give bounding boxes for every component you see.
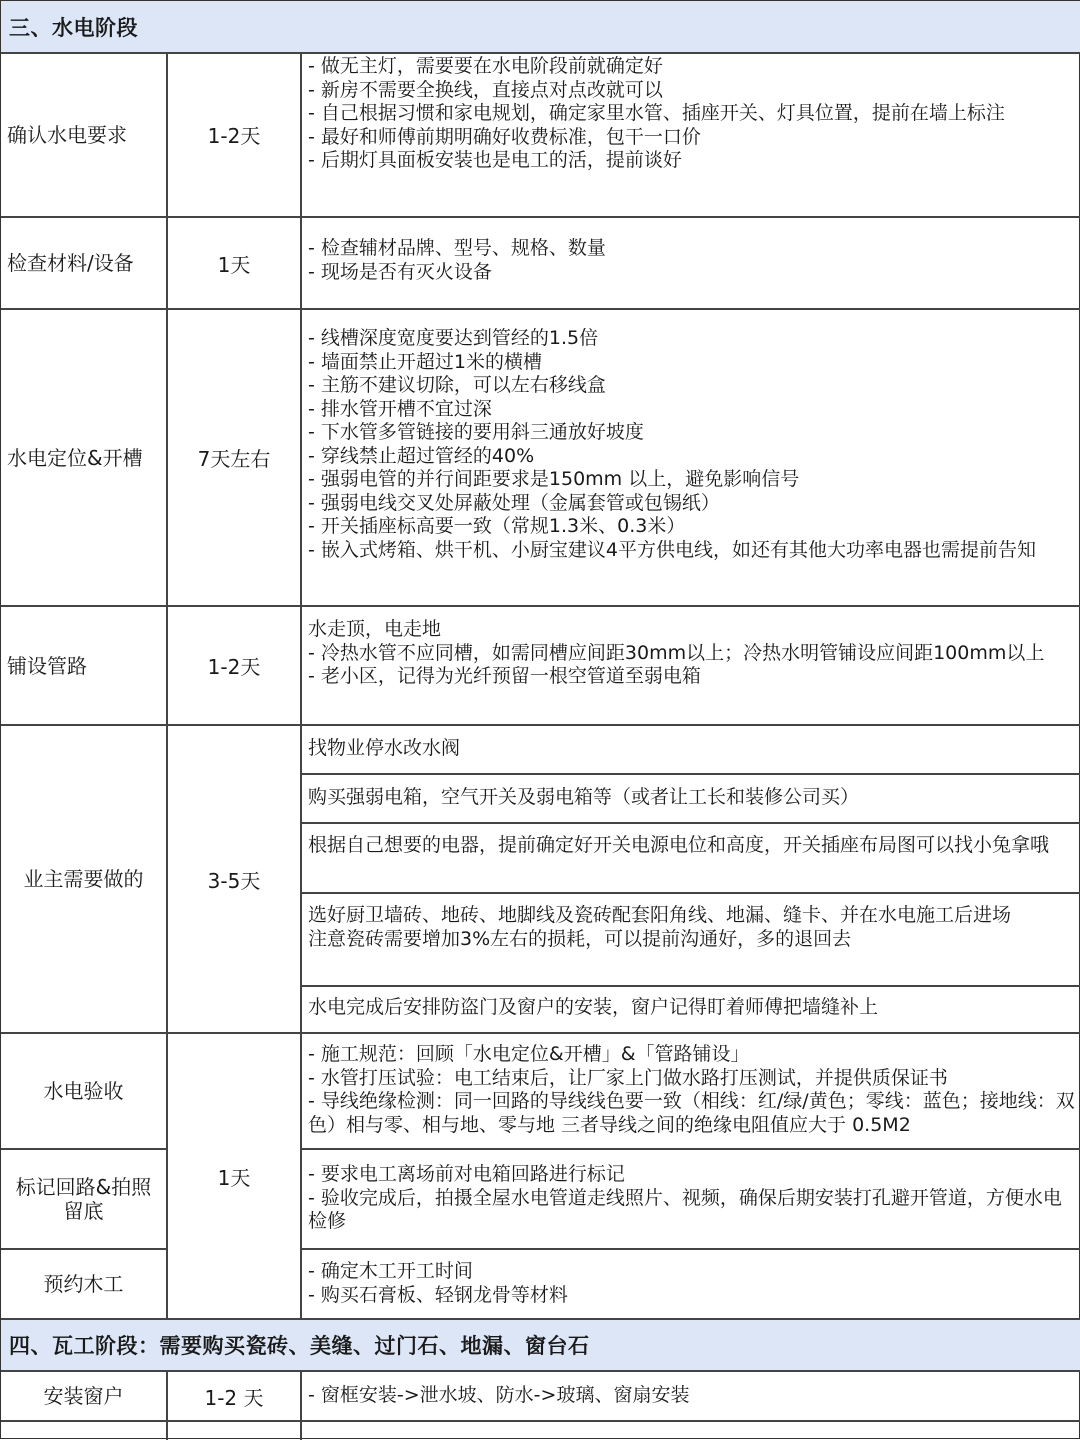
task-details-lay-pipes [308,618,1076,689]
detail-line: - 老小区，记得为光纤预留一根空管道至弱电箱 [308,665,701,687]
detail-line: - 强弱电管的并行间距要求是150mm 以上，避免影响信号 [308,468,800,490]
owner-task-item [308,786,1076,810]
detail-line: - 购买石膏板、轻钢龙骨等材料 [308,1283,568,1306]
task-name-book-carpenter: 预约木工 [43,1272,124,1296]
task-details-confirm-requirements [308,55,1076,173]
divider [166,1371,168,1440]
detail-line: - 主筋不建议切除，可以左右移线盒 [308,374,606,396]
detail-line: - 后期灯具面板安装也是电工的活，提前谈好 [308,149,682,171]
divider [1,1420,1080,1422]
divider [1,605,1080,607]
detail-line: - 自己根据习惯和家电规划，确定家里水管、插座开关、灯具位置，提前在墙上标注 [308,102,1005,124]
task-duration-lay-pipes: 1-2天 [207,655,261,679]
detail-line: - 下水管多管链接的要用斜三通放好坡度 [308,421,644,443]
divider [300,892,1080,894]
task-duration-confirm-requirements: 1-2天 [207,124,261,148]
detail-line: - 墙面禁止开超过1米的横槽 [308,350,542,373]
task-name-inspection: 水电验收 [43,1079,124,1103]
divider [1,1370,1080,1372]
task-details-inspection [308,1043,1076,1137]
detail-line: 水走顶，电走地 [308,618,442,640]
owner-task-text: 找物业停水改水阀 [308,737,461,759]
detail-line: - 新房不需要全换线，直接点对点改就可以 [308,78,663,101]
task-duration-owner-tasks: 3-5天 [207,868,261,893]
detail-line: - 做无主灯，需要要在水电阶段前就确定好 [308,55,663,77]
task-duration-positioning-grooving: 7天左右 [197,447,271,471]
divider [300,53,302,1318]
detail-line: - 排水管开槽不宜过深 [308,397,492,420]
task-details-positioning-grooving [308,327,1076,562]
task-details-mark-circuits [308,1163,1076,1234]
divider [300,773,1080,775]
task-details-check-materials [308,237,1076,284]
detail-line: - 强弱电线交叉处屏蔽处理（金属套管或包锡纸） [308,491,720,514]
divider [300,1148,1080,1150]
divider [1,1318,1080,1320]
divider [300,1248,1080,1250]
detail-line: - 开关插座标高要一致（常规1.3米、0.3米） [308,515,686,537]
detail-line: - 要求电工离场前对电箱回路进行标记 [308,1163,625,1185]
task-name-check-materials: 检查材料/设备 [7,251,134,275]
divider [300,1371,302,1440]
task-name-lay-pipes: 铺设管路 [7,653,87,678]
detail-line: - 穿线禁止超过管经的40% [308,444,535,467]
divider [1,52,1080,54]
divider [1,216,1080,218]
detail-line: - 确定木工开工时间 [308,1260,473,1282]
detail-line: - 冷热水管不应同槽，如需同槽应间距30mm以上；冷热水明管铺设应间距100mm以上 [308,641,1045,664]
divider [300,985,1080,987]
task-duration-shared: 1天 [217,1165,251,1190]
task-name-install-windows: 安装窗户 [43,1384,124,1408]
owner-task-text: 根据自己想要的电器，提前确定好开关电源电位和高度，开关插座布局图可以找小兔拿哦 [308,834,1050,856]
task-duration-install-windows: 1-2 天 [204,1385,264,1410]
task-details-install-windows [308,1384,1076,1408]
detail-line: - 验收完成后，拍摄全屋水电管道走线照片、视频，确保后期安装打孔避开管道，方便水电检修 [308,1186,1062,1232]
divider [1,724,1080,726]
detail-line: - 检查辅材品牌、型号、规格、数量 [308,237,606,259]
task-duration-check-materials: 1天 [217,252,251,277]
divider [1,1148,168,1150]
section-header-tiling: 四、瓦工阶段：需要购买瓷砖、美缝、过门石、地漏、窗台石 [1,1320,1080,1370]
owner-task-item [308,737,1076,761]
owner-task-text: 水电完成后安排防盗门及窗户的安装，窗户记得盯着师傅把墙缝补上 [308,996,879,1018]
task-name-positioning-grooving: 水电定位&开槽 [7,445,143,470]
detail-line: - 施工规范：回顾「水电定位&开槽」&「管路铺设」 [308,1043,750,1065]
detail-line: - 现场是否有灭火设备 [308,260,492,283]
detail-line: - 水管打压试验：电工结束后，让厂家上门做水路打压测试，并提供质保证书 [308,1066,948,1089]
detail-line: - 嵌入式烤箱、烘干机、小厨宝建议4平方供电线，如还有其他大功率电器也需提前告知 [308,538,1036,561]
owner-task-text: 注意瓷砖需要增加3%左右的损耗，可以提前沟通好，多的退回去 [308,927,852,950]
owner-task-text: 购买强弱电箱，空气开关及弱电箱等（或者让工长和装修公司买） [308,786,860,808]
detail-line: - 导线绝缘检测：同一回路的导线线色要一致（相线：红/绿/黄色；零线：蓝色；接地线：双色）相与零、相与地、零与地 三者导线之间的绝缘电阻值应大于 0.5M2 [308,1090,1075,1136]
divider [166,53,168,1318]
owner-task-text: 选好厨卫墙砖、地砖、地脚线及瓷砖配套阳角线、地漏、缝卡、并在水电施工后进场 [308,904,1012,926]
divider [1,1032,1080,1034]
detail-line: - 最好和师傅前期明确好收费标准，包干一口价 [308,125,701,148]
owner-task-item [308,904,1076,951]
task-name-owner-tasks: 业主需要做的 [23,867,144,891]
task-name-confirm-requirements: 确认水电要求 [7,122,127,147]
divider [300,822,1080,824]
owner-task-item [308,996,1076,1020]
divider [1,308,1080,310]
divider [1,1248,168,1250]
section-header-plumbing-electrical: 三、水电阶段 [1,1,1080,53]
task-name-mark-circuits: 标记回路&拍照留底 [15,1175,152,1223]
task-details-book-carpenter [308,1260,1076,1307]
detail-line: - 线槽深度宽度要达到管经的1.5倍 [308,327,599,349]
detail-line: - 窗框安装->泄水坡、防水->玻璃、窗扇安装 [308,1384,690,1406]
owner-task-item [308,834,1076,858]
